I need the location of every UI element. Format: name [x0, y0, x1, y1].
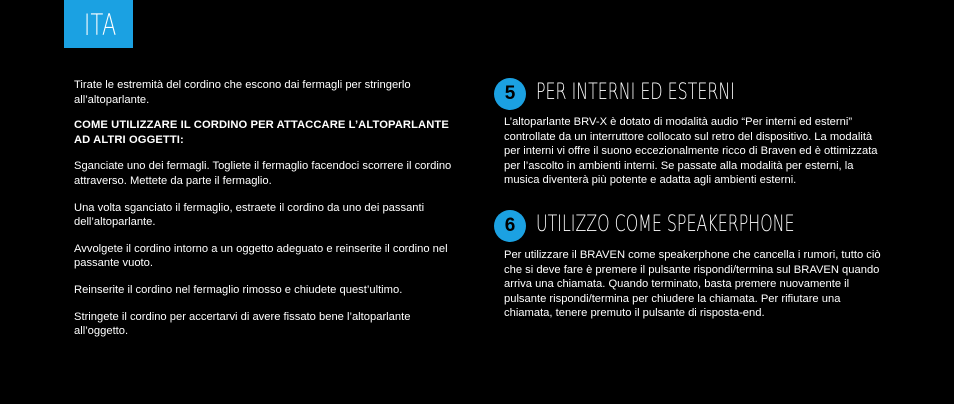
section-number-badge: 6 [494, 210, 526, 242]
section-heading: COME UTILIZZARE IL CORDINO PER ATTACCARE L’ALTOPARLANTE AD ALTRI OGGETTI: [74, 119, 449, 146]
instruction-paragraph: Sganciate uno dei fermagli. Togliete il fermaglio facendoci scorrere il cordino attraverso. Mettete da parte il fermaglio. [74, 160, 452, 187]
section-body: L’altoparlante BRV-X è dotato di modalità audio “Per interni ed esterni” controllate da un interruttore collocato sul retro del dispositivo. La modalità per interni vi offre il suono eccezionalmente ricco di Braven ed è ottimizzata per l’ascolto in ambienti interni. Se passate alla modalità per esterni, la musica diventerà più potente e adatta agli ambienti esterni. [504, 116, 878, 187]
intro-paragraph: Tirate le estremità del cordino che escono dai fermagli per stringerlo all’altoparlante. [74, 79, 411, 106]
instruction-paragraph: Avvolgete il cordino intorno a un oggetto adeguato e reinserite il cordino nel passante vuoto. [74, 242, 448, 270]
left-column [74, 78, 459, 339]
section-number-badge: 5 [494, 78, 526, 110]
language-label: ITA [84, 8, 117, 42]
section-title-row [494, 78, 894, 110]
section-title: UTILIZZO COME SPEAKERPHONE [536, 212, 795, 237]
section-title: PER INTERNI ED ESTERNI [536, 80, 735, 105]
instruction-paragraph: Stringete il cordino per accertarvi di avere fissato bene l’altoparlante all’oggetto. [74, 310, 411, 338]
section-speakerphone [494, 210, 894, 320]
instruction-paragraph: Una volta sganciato il fermaglio, estraete il cordino da uno dei passanti dell’altoparlante. [74, 201, 425, 229]
section-indoor-outdoor [494, 78, 894, 187]
section-title-row [494, 210, 894, 242]
section-body: Per utilizzare il BRAVEN come speakerphone che cancella i rumori, tutto ciò che si deve fare è premere il pulsante rispondi/termina sul BRAVEN quando arriva una chiamata. Quando terminato, basta premere nuovamente il pulsante rispondi/termina per chiudere la chiamata. Per rifiutare una chiamata, tenere premuto il pulsante di risposta-end. [504, 249, 881, 320]
instruction-paragraph: Reinserite il cordino nel fermaglio rimosso e chiudete quest’ultimo. [74, 283, 403, 296]
language-badge [64, 0, 133, 48]
